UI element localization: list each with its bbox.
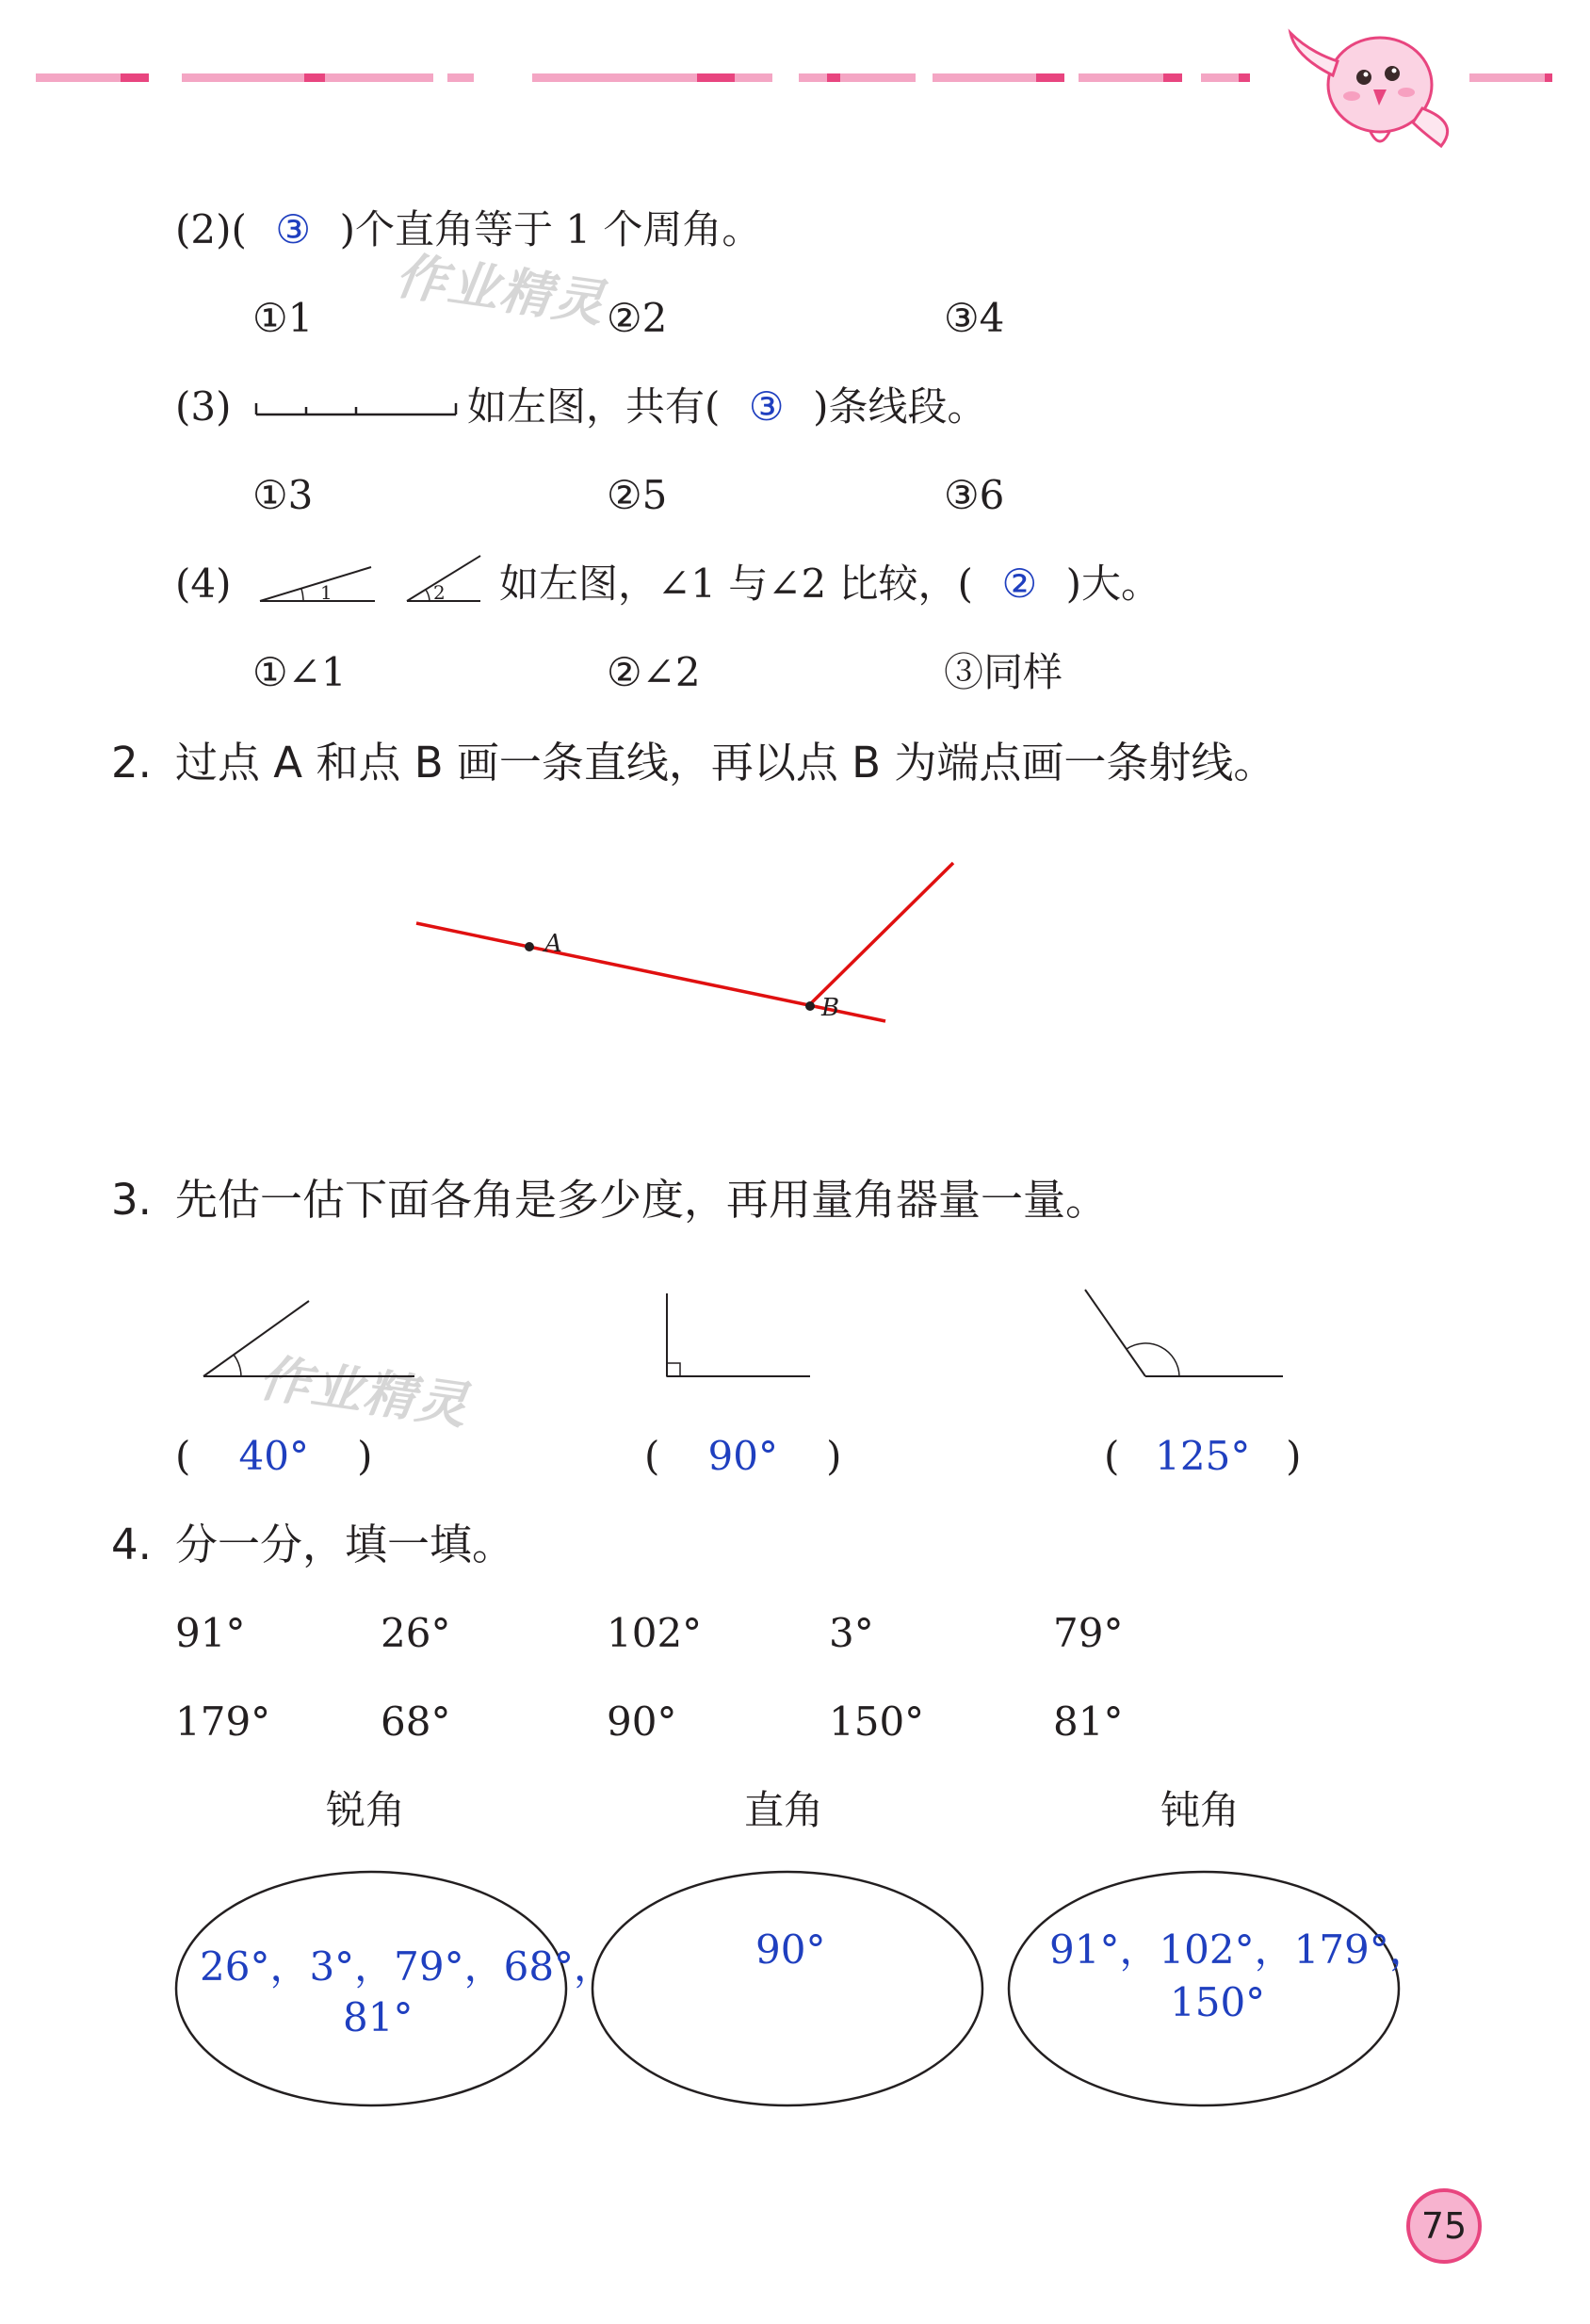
page-number-badge bbox=[1403, 2186, 1485, 2267]
acute-answer-line1: 26°，3°，79°，68°， bbox=[200, 1943, 614, 1990]
angle-value: 68° bbox=[381, 1698, 451, 1745]
question-number: 2. bbox=[111, 738, 152, 788]
angle-value: 81° bbox=[1053, 1698, 1124, 1745]
q1-item2-stem: (2)( ③ )个直角等于 1 个周角。 bbox=[175, 206, 762, 252]
q1-item4-stem: 如左图，∠1 与∠2 比较，( ② )大。 bbox=[499, 561, 1161, 607]
option: ②5 bbox=[607, 472, 668, 518]
answer-text: ② bbox=[1001, 561, 1038, 607]
option: ②2 bbox=[607, 295, 668, 341]
svg-text:2: 2 bbox=[433, 581, 446, 604]
item-number: (4) bbox=[175, 561, 232, 607]
option: ①3 bbox=[252, 472, 314, 518]
item-number: (3) bbox=[175, 383, 232, 430]
acute-answer-line2: 81° bbox=[343, 1994, 414, 2040]
q1-item3-stem: 如左图，共有( ③ )条线段。 bbox=[467, 383, 987, 430]
answer-text: 125° bbox=[1155, 1433, 1251, 1479]
option: ③同样 bbox=[944, 649, 1063, 695]
answer-text: ③ bbox=[748, 383, 785, 430]
question-text: 分一分，填一填。 bbox=[175, 1520, 515, 1569]
group-label-obtuse: 钝角 bbox=[1160, 1787, 1241, 1833]
answer-text: 40° bbox=[238, 1433, 309, 1479]
svg-text:B: B bbox=[821, 994, 840, 1022]
question-number: 4. bbox=[111, 1520, 152, 1569]
group-label-acute: 锐角 bbox=[326, 1787, 406, 1833]
angle-value: 90° bbox=[607, 1698, 677, 1745]
obtuse-answer-line1: 91°，102°，179°， bbox=[1049, 1926, 1429, 1973]
question-text: 先估一估下面各角是多少度，再用量角器量一量。 bbox=[175, 1175, 1109, 1225]
page-number: 75 bbox=[1420, 2205, 1468, 2247]
watermark: 作业精灵 bbox=[392, 245, 609, 334]
question-text: 过点 A 和点 B 画一条直线，再以点 B 为端点画一条射线。 bbox=[175, 738, 1276, 788]
angle-value: 150° bbox=[829, 1698, 925, 1745]
angle-value: 179° bbox=[175, 1698, 271, 1745]
right-answer-line1: 90° bbox=[755, 1926, 826, 1973]
option: ②∠2 bbox=[607, 649, 701, 695]
answer-paren-3: ( 125° ) bbox=[1104, 1433, 1302, 1479]
svg-text:1: 1 bbox=[320, 581, 333, 604]
angle-value: 91° bbox=[175, 1610, 246, 1656]
question-number: 3. bbox=[111, 1175, 152, 1225]
answer-paren-1: ( 40° ) bbox=[175, 1433, 373, 1479]
obtuse-answer-line2: 150° bbox=[1170, 1979, 1266, 2025]
svg-text:A: A bbox=[544, 930, 562, 958]
answer-paren-2: ( 90° ) bbox=[644, 1433, 842, 1479]
group-label-right: 直角 bbox=[744, 1787, 824, 1833]
option: ③4 bbox=[944, 295, 1005, 341]
answer-text: 90° bbox=[707, 1433, 778, 1479]
angle-value: 3° bbox=[829, 1610, 874, 1656]
option: ③6 bbox=[944, 472, 1005, 518]
angle-value: 79° bbox=[1053, 1610, 1124, 1656]
angle-value: 26° bbox=[381, 1610, 451, 1656]
option: ①∠1 bbox=[252, 649, 347, 695]
option: ①1 bbox=[252, 295, 314, 341]
item-number: (2) bbox=[175, 206, 232, 252]
answer-text: ③ bbox=[275, 206, 312, 252]
angle-value: 102° bbox=[607, 1610, 703, 1656]
watermark: 作业精灵 bbox=[255, 1347, 473, 1437]
